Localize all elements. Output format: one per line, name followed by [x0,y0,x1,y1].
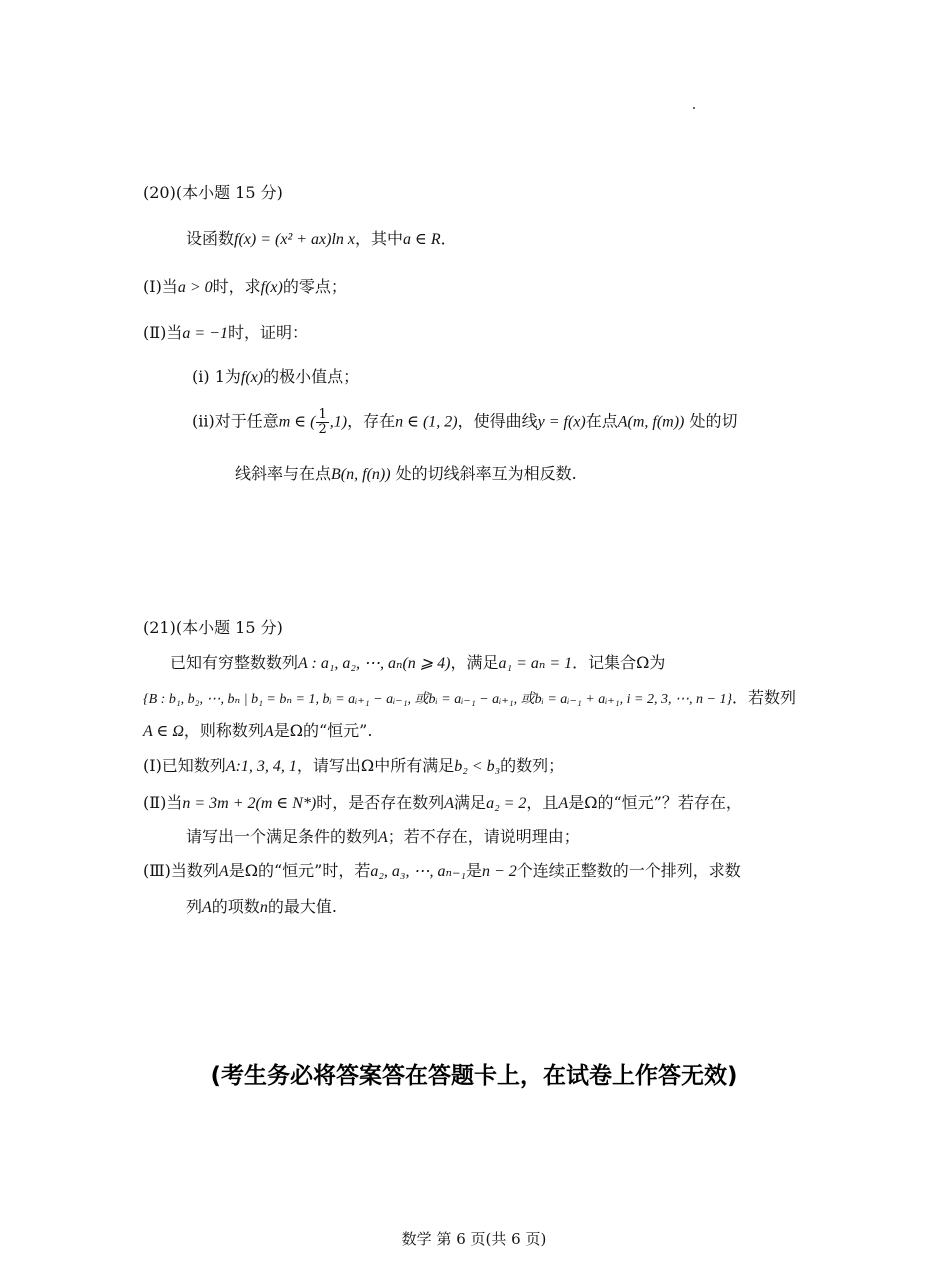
q20-subpart-i-label: (i) [192,367,210,386]
q21-part1-label: (Ⅰ)已知数列 [143,756,226,775]
q20-subpart-ii-point-b: B(n, f(n)) [331,466,391,483]
q20-part1-cond: a > 0 [177,279,213,296]
q21-intro-text-b: ，满足 [450,653,499,672]
q21-intro-cond: a₁ = aₙ = 1 [498,655,573,672]
q21-part3-line2-b: 的项数 [211,897,260,916]
q20-part1-end: 的零点； [282,277,347,296]
q21-part3-a: A [218,863,229,880]
q21-definition-text-b: ，则称数列 [183,721,264,740]
q20-part1-label: (Ⅰ)当 [143,277,178,296]
q21-part2-text-c: ，且 [526,793,559,812]
q21-set-definition [143,688,796,709]
q21-part1-mid: ，请写出Ω中所有满足 [296,756,455,775]
q21-part1 [143,756,564,776]
q20-subpart-ii-m-in: m ∈ ( [278,413,316,431]
q21-part1-seq: A:1, 3, 4, 1 [225,758,297,775]
q21-definition-a: A [263,723,274,740]
q20-intro-text-b: ，其中 [355,229,404,248]
q21-part3-line2-a: 列 [186,897,203,916]
q21-definition-formula: A ∈ Ω [143,723,184,740]
q21-intro-text-c: ．记集合Ω为 [572,653,666,672]
q21-part3-line2 [186,897,337,917]
q20-subpart-ii-text-c: 在点 [585,411,618,431]
q21-definition [143,721,372,741]
q20-subpart-ii-line2-b: 处的切线斜率互为相反数. [395,464,577,483]
q20-subpart-i-text-a: 1为 [214,367,241,386]
q20-subpart-ii-label: (ii)对于任意 [192,411,279,431]
q20-subpart-ii-text-d: 处的切 [689,411,738,431]
q20-subpart-i-text-b: 的极小值点； [263,367,360,386]
q20-subpart-ii-text-b: ，使得曲线 [457,411,538,431]
q21-part3-text-a: 是Ω的“恒元”时，若 [228,861,371,880]
q21-part2-a2: A [558,795,569,812]
q20-subpart-ii-line2 [235,464,577,484]
q20-part2 [143,323,308,343]
q21-part2-line2 [186,827,580,847]
half-fraction-numerator: 1 [318,407,327,422]
q20-subpart-ii-text-a: ，存在 [347,411,396,431]
q21-part2-a: A [444,795,455,812]
q21-part2-text-d: 是Ω的“恒元”？若存在， [568,793,742,812]
q21-part2-label: (Ⅱ)当 [143,793,183,812]
q21-part1-cond: b₂ < b₃ [454,758,501,775]
page-footer: 数学 第 6 页(共 6 页) [401,1230,547,1248]
q21-part1-end: 的数列； [500,756,565,775]
q20-part1 [143,277,347,297]
q20-subpart-ii [192,408,737,436]
q21-header: (21)(本小题 15 分) [143,618,283,637]
q20-subpart-ii-n-in: n ∈ (1, 2) [395,413,458,431]
q21-part3-line2-c: 的最大值. [267,897,337,916]
q21-part3-line2-seq: A [202,899,212,916]
q21-part3-n2: n − 2 [481,863,517,880]
exam-notice: (考生务必将答案答在答题卡上，在试卷上作答无效) [210,1063,738,1089]
q21-set-tail: ．若数列 [732,688,797,707]
q20-part1-mid: 时，求 [212,277,261,296]
q21-part2-line2-b: ；若不存在，请说明理由； [387,827,580,846]
q21-intro-text-a: 已知有穷整数数列 [170,653,299,672]
q21-part3-text-c: 个连续正整数的一个排列，求数 [516,861,741,880]
q21-part2 [143,793,742,813]
q21-part2-cond: n = 3m + 2(m ∈ N*) [182,795,317,812]
q20-intro-formula: f(x) = (x² + ax)ln x [234,231,356,248]
q20-subpart-ii-point-a: A(m, f(m)) [617,413,685,431]
q21-part3-label: (Ⅲ)当数列 [143,861,219,880]
q20-subpart-i-fx: f(x) [240,369,264,386]
q21-set-formula: {B : b₁, b₂, ⋯, bₙ | b₁ = bₙ = 1, bᵢ = aᵢ₊₁ − aᵢ₋₁, 或bᵢ = aᵢ₋₁ − aᵢ₊₁, 或bᵢ = aᵢ₋₁ + aᵢ₊₁, i = 2, 3, ⋯, n − 1} [143,692,733,707]
q20-part2-label: (Ⅱ)当 [143,323,183,342]
q21-part2-line2-seq: A [378,829,388,846]
q21-intro [170,653,665,673]
q21-part3-seq: a₂, a₃, ⋯, aₙ₋₁ [370,863,466,880]
q20-subpart-ii-m-close: ,1) [329,413,348,431]
q20-header: (20)(本小题 15 分) [143,183,283,202]
q20-intro-text-a: 设函数 [186,229,235,248]
q20-intro-end: ． [440,229,457,248]
q21-part3-line2-n: n [259,899,268,916]
q21-part3 [143,861,741,881]
half-fraction [316,408,328,436]
half-fraction-denominator: 2 [318,421,327,437]
q20-intro-cond: a ∈ R [403,231,441,248]
q21-definition-text-c: 是Ω的“恒元”. [273,721,373,740]
q20-subpart-i [192,367,359,387]
q21-intro-seq: A : a₁, a₂, ⋯, aₙ(n ⩾ 4) [298,655,451,672]
q20-part2-end: 时，证明： [227,323,308,342]
q20-subpart-ii-curve: y = f(x) [537,413,586,431]
q20-part1-fx: f(x) [260,279,283,296]
q20-subpart-ii-line2-a: 线斜率与在点 [235,464,332,483]
q21-part2-text-a: 时，是否存在数列 [316,793,445,812]
q21-part2-eq: a₂ = 2 [486,795,527,812]
q21-part2-text-b: 满足 [454,793,487,812]
q20-part2-cond: a = −1 [182,325,228,342]
q20-intro [186,229,457,249]
q21-part2-line2-a: 请写出一个满足条件的数列 [186,827,379,846]
q21-part3-text-b: 是 [465,861,482,880]
scan-speck [693,107,695,109]
